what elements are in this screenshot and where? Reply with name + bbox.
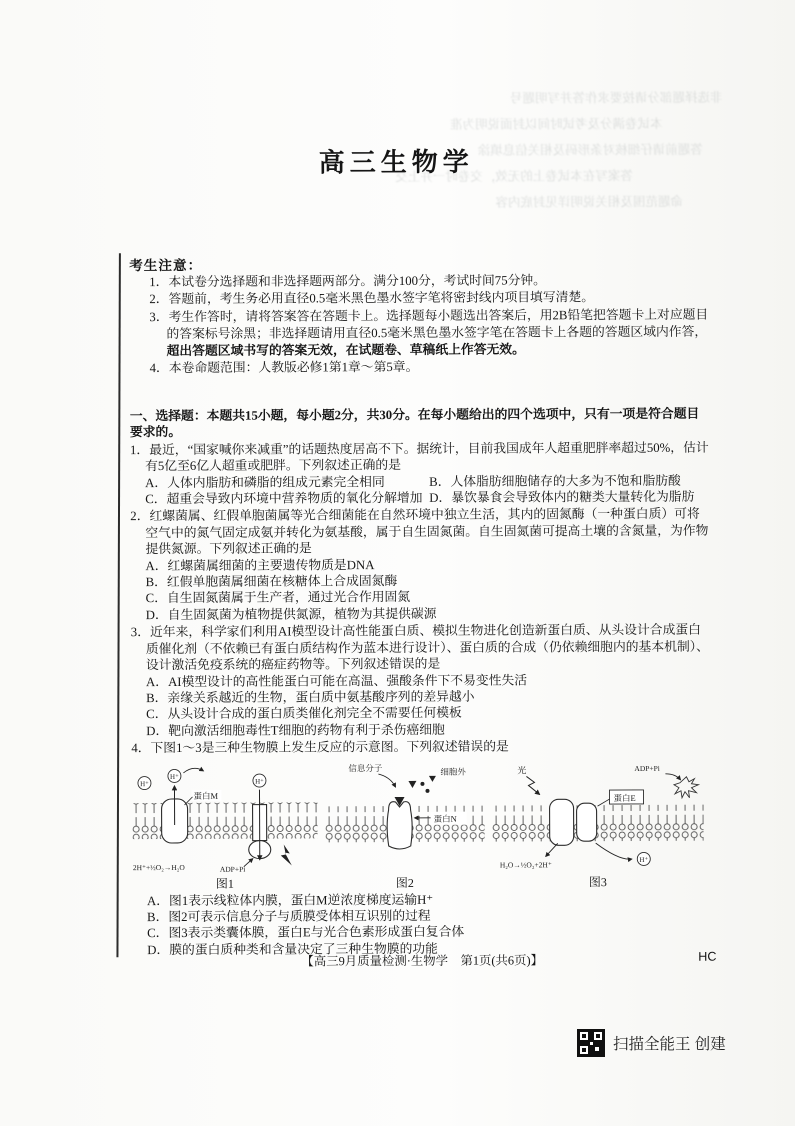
- receptor-protein-shape: [387, 801, 412, 848]
- qr-code-icon: [577, 1029, 605, 1057]
- water-reaction-text: 2H⁺+½O₂→H₂O: [133, 862, 186, 871]
- question-2-option-a: A．红螺菌属细菌的主要遗传物质是DNA: [130, 555, 710, 574]
- ligand-dot: [420, 781, 424, 785]
- figure-3-caption: 图3: [492, 875, 704, 889]
- protein-n-text: 蛋白N: [434, 813, 457, 823]
- hplus-flow-arrow: [596, 843, 632, 859]
- lipid-bilayer: [492, 804, 704, 841]
- question-2-option-d: D．自生固氮菌为植物提供氮源，植物为其提供碳源: [131, 605, 711, 624]
- protein-e-text: 蛋白E: [613, 792, 635, 802]
- protein-m-text: 蛋白M: [193, 790, 218, 800]
- question-4-option-a: A．图1表示线粒体内膜，蛋白M逆浓度梯度运输H⁺: [132, 890, 712, 909]
- signal-molecule-text: 信息分子: [348, 763, 383, 773]
- figure-3: [491, 758, 704, 889]
- hplus-label: H⁺: [255, 777, 264, 785]
- section-heading: 一、选择题：本题共15小题，每小题2分，共30分。在每小题给出的四个选项中，只有一项是符合题目要求的。: [130, 406, 710, 441]
- water-split-arrow: [546, 843, 558, 856]
- figure-2: [324, 759, 485, 890]
- adp-pi-text: ADP+Pi: [220, 864, 246, 873]
- hplus-label: H⁺: [140, 780, 149, 788]
- atp-starburst-icon: [674, 776, 699, 797]
- question-2-option-b: B．红假单胞菌属细菌在核糖体上合成固氮酶: [131, 572, 711, 591]
- atp-lightning-icon: [281, 844, 292, 865]
- seal-margin-line: [116, 253, 120, 957]
- notice-heading: 考生注意：: [129, 255, 709, 275]
- candidate-notice: [129, 255, 710, 378]
- page-footer: 【高三9月质量检测·生物学 第1页(共6页)】: [132, 950, 712, 971]
- question-4-option-d: D．膜的蛋白质种类和含量决定了三种生物膜的功能: [132, 939, 712, 958]
- question-4-figures: [131, 758, 712, 891]
- hplus-flow-arrow: [183, 768, 203, 773]
- scanner-watermark: [577, 1029, 726, 1057]
- question-4-option-b: B．图2可表示信息分子与质膜受体相互识别的过程: [132, 907, 712, 926]
- figure-1: [131, 760, 318, 891]
- ligand-dot: [425, 788, 429, 792]
- fig2-membrane-diagram: [324, 759, 485, 876]
- lipid-bilayer: [132, 802, 318, 839]
- question-3-option-d: D．靶向激活细胞毒性T细胞的药物有利于杀伤癌细胞: [131, 720, 711, 739]
- question-1-stem: 1．最近，“国家喊你来减重”的话题热度居高不下。据统计，目前我国成年人超重肥胖率超过50%，估计有5亿至6亿人超重或肥胖。下列叙述正确的是: [130, 439, 710, 474]
- signal-pointer-arrow: [378, 774, 395, 787]
- ligand-triangle: [408, 780, 416, 787]
- fig3-membrane-diagram: [491, 758, 704, 875]
- notice-item-1: 1．本试卷分选择题和非选择题两部分。满分100分，考试时间75分钟。: [149, 272, 709, 292]
- figure-2-caption: 图2: [325, 876, 485, 890]
- question-section: [130, 406, 712, 959]
- hplus-label: H⁺: [639, 855, 648, 863]
- question-2-option-c: C．自生固氮菌属于生产者，通过光合作用固氮: [131, 588, 711, 607]
- bleedthrough-line: 答题前请仔细核对条形码及相关信息填涂: [117, 137, 723, 166]
- notice-item-3-text: 3．考生作答时，请将答案答在答题卡上。选择题每小题选出答案后，用2B铅笔把答题卡上对应题目的答案标号涂黑；非选择题请用直径0.5毫米黑色墨水签字笔在答题卡上各题的答题区域内作答，: [149, 307, 708, 341]
- question-3-option-b: B．亲缘关系越近的生物，蛋白质中氨基酸序列的差异越小: [131, 688, 711, 707]
- question-3-stem: 3．近年来，科学家们利用AI模型设计高性能蛋白质、模拟生物进化创造新蛋白质、从头设计合成蛋白质催化剂（不依赖已有蛋白质结构作为蓝本进行设计）、蛋白质的合成（仍依赖细胞内的基本机制）、设计激活免疫系统的癌症药物等。下列叙述错误的是: [131, 622, 711, 674]
- adp-pi-text: ADP+Pi: [634, 763, 660, 772]
- question-3-option-a: A．AI模型设计的高性能蛋白可能在高温、强酸条件下不易变性失活: [131, 671, 711, 690]
- fig1-membrane-diagram: [131, 760, 318, 877]
- atp-arrow: [665, 773, 680, 779]
- question-1-options-row-2: [130, 489, 710, 508]
- hplus-label: H⁺: [170, 772, 179, 780]
- question-1-option-d: D．暴饮暴食会导致体内的糖类大量转化为脂肪: [429, 489, 694, 507]
- bleedthrough-line: 本试卷满分及考试时间以封面说明为准: [117, 111, 723, 140]
- extracellular-text: 细胞外: [440, 766, 466, 776]
- question-2-stem: 2．红螺菌属、红假单胞菌属等光合细菌能在自然环境中独立生活，其内的固氮酶（一种蛋白质）可将空气中的氮气固定成氨并转化为氨基酸，属于自生固氮菌。自生固氮菌可提高土壤的含氮量，为作物提供氮源。下列叙述正确的是: [130, 506, 710, 558]
- protein-e-pointer: [598, 799, 610, 806]
- bleedthrough-line: 命题范围及相关说明详见封底内容: [117, 189, 723, 218]
- watermark-text: 扫描全能王 创建: [613, 1032, 726, 1054]
- question-1-option-a: A．人体内脂肪和磷脂的组成元素完全相同: [145, 473, 429, 491]
- notice-item-3-bold: 超出答题区域书写的答案无效，在试题卷、草稿纸上作答无效。: [167, 342, 525, 358]
- question-1-option-c: C．超重会导致内环境中营养物质的氧化分解增加: [145, 490, 429, 508]
- figure-1-caption: 图1: [132, 877, 318, 891]
- question-4-stem: 4．下图1～3是三种生物膜上发生反应的示意图。下列叙述错误的是: [131, 738, 711, 757]
- notice-item-2: 2．答题前，考生务必用直径0.5毫米黑色墨水签字笔将密封线内项目填写清楚。: [149, 289, 709, 309]
- protein-e-subunit-2: [577, 803, 597, 841]
- question-3-option-c: C．从头设计合成的蛋白质类催化剂完全不需要任何模板: [131, 704, 711, 723]
- bleedthrough-line: 非选择题部分请按要求作答并写明题号: [116, 85, 722, 114]
- water-reaction-text: H₂O→½O₂+2H⁺: [500, 860, 552, 869]
- bleedthrough-line: 答案写在本试卷上的无效，交卷时一并上交: [117, 163, 723, 192]
- light-text: 光: [517, 764, 526, 775]
- notice-item-3: [149, 306, 709, 360]
- adp-arrow: [244, 858, 253, 866]
- question-4-option-c: C．图3表示类囊体膜，蛋白E与光合色素形成蛋白复合体: [132, 923, 712, 942]
- footer-code: HC: [698, 950, 716, 964]
- notice-item-4: 4．本卷命题范围：人教版必修1第1章～第5章。: [150, 358, 710, 378]
- protein-e-subunit-1: [550, 799, 574, 845]
- page-title: 高三生物学: [0, 140, 794, 180]
- ligand-triangle: [429, 775, 436, 781]
- light-zigzag-arrow: [526, 776, 539, 794]
- question-1-option-b: B．人体脂肪细胞储存的大多为不饱和脂肪酸: [429, 472, 681, 490]
